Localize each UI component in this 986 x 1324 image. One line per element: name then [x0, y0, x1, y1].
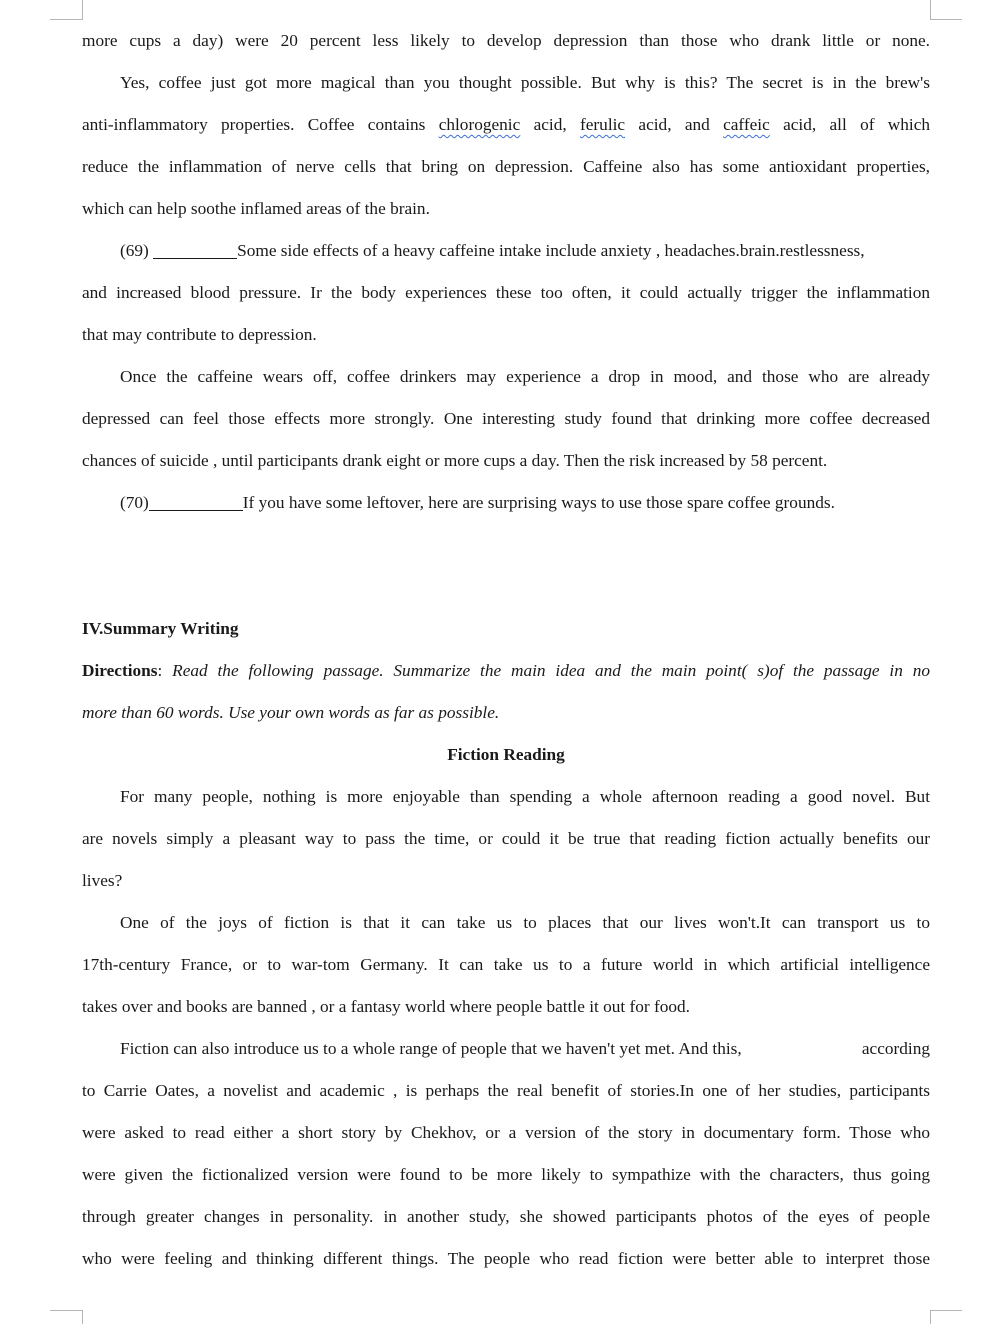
text-line-with-underlined-terms	[82, 104, 930, 146]
text-line: takes over and books are banned , or a fantasy world where people battle it out for food.	[82, 997, 690, 1016]
passage-title: Fiction Reading	[447, 745, 565, 764]
document-page	[82, 20, 930, 1280]
crop-mark-bottom-right-v	[930, 1310, 931, 1324]
text-line: lives?	[82, 871, 123, 890]
text-segment: anti-inflammatory properties. Coffee contains	[82, 115, 426, 134]
answer-blank-69[interactable]	[153, 236, 237, 259]
text-line: depressed can feel those effects more strongly. One interesting study found that drinking more coffee decreased	[82, 409, 930, 428]
section-heading: IV.Summary Writing	[82, 619, 239, 638]
coffee-passage	[82, 20, 930, 524]
crop-mark-bottom-left-v	[82, 1310, 83, 1324]
text-line: and increased blood pressure. Ir the body experiences these too often, it could actually trigger the inflammation	[82, 283, 930, 302]
text-line: which can help soothe inflamed areas of the brain.	[82, 199, 430, 218]
crop-mark-top-right-h	[930, 19, 962, 20]
spelling-flagged-word: chlorogenic	[438, 115, 521, 134]
text-segment: Some side effects of a heavy caffeine intake include anxiety , headaches.brain.restlessness,	[237, 241, 865, 260]
text-segment: acid,	[533, 115, 567, 134]
spelling-flagged-word: ferulic	[580, 115, 626, 134]
summary-writing-section	[82, 608, 930, 1280]
text-line: reduce the inflammation of nerve cells that bring on depression. Caffeine also has some antioxidant properties,	[82, 157, 930, 176]
directions-line: Directions: Read the following passage. Summarize the main idea and the main point( s)of the passage in no	[82, 661, 930, 680]
text-line: were given the fictionalized version were found to be more likely to sympathize with the characters, thus going	[82, 1165, 930, 1184]
question-number: (69)	[120, 241, 149, 260]
text-segment: If you have some leftover, here are surprising ways to use those spare coffee grounds.	[242, 493, 835, 512]
text-line: through greater changes in personality. in another study, she showed participants photos of the eyes of people	[82, 1207, 930, 1226]
spacer	[82, 524, 930, 566]
spelling-flagged-word: caffeic	[723, 115, 770, 134]
crop-mark-top-left-v	[82, 0, 83, 20]
text-segment: Fiction can also introduce us to a whole range of people that we haven't yet met. And this,	[120, 1039, 742, 1058]
text-line: that may contribute to depression.	[82, 325, 317, 344]
text-line: One of the joys of fiction is that it can take us to places that our lives won't.It can transport us to	[120, 913, 930, 932]
text-line: Yes, coffee just got more magical than you thought possible. But why is this? The secret is in the brew's	[120, 73, 930, 92]
directions-label: Directions	[82, 661, 158, 680]
crop-mark-top-right-v	[930, 0, 931, 20]
text-segment: acid, and	[638, 115, 710, 134]
text-line: were asked to read either a short story by Chekhov, or a version of the story in documentary form. Those who	[82, 1123, 930, 1142]
text-line: 17th-century France, or to war-tom Germany. It can take us to a future world in which artificial intelligence	[82, 955, 930, 974]
text-line: For many people, nothing is more enjoyable than spending a whole afternoon reading a good novel. But	[120, 787, 930, 806]
question-number: (70)	[120, 493, 149, 512]
directions-text: Read the following passage. Summarize the main idea and the main point( s)of the passage in no	[172, 661, 930, 680]
question-69-line	[82, 230, 930, 272]
text-line: who were feeling and thinking different things. The people who read fiction were better able to interpret those	[82, 1249, 930, 1268]
answer-blank-70[interactable]	[149, 488, 243, 511]
crop-mark-bottom-left-h	[50, 1310, 82, 1311]
question-70-line	[82, 482, 930, 524]
text-line: are novels simply a pleasant way to pass the time, or could it be true that reading fiction actually benefits our	[82, 829, 930, 848]
spacer	[82, 566, 930, 608]
crop-mark-bottom-right-h	[930, 1310, 962, 1311]
directions-line: more than 60 words. Use your own words as far as possible.	[82, 703, 500, 722]
text-segment: acid, all of which	[783, 115, 931, 134]
text-line: to Carrie Oates, a novelist and academic , is perhaps the real benefit of stories.In one of her studies, participants	[82, 1081, 930, 1100]
text-line	[82, 1028, 930, 1070]
text-line: more cups a day) were 20 percent less likely to develop depression than those who drank little or none.	[82, 31, 930, 50]
text-line: chances of suicide , until participants drank eight or more cups a day. Then the risk increased by 58 percent.	[82, 451, 828, 470]
text-segment: according	[861, 1039, 930, 1058]
crop-mark-top-left-h	[50, 19, 82, 20]
text-line: Once the caffeine wears off, coffee drinkers may experience a drop in mood, and those who are already	[120, 367, 930, 386]
